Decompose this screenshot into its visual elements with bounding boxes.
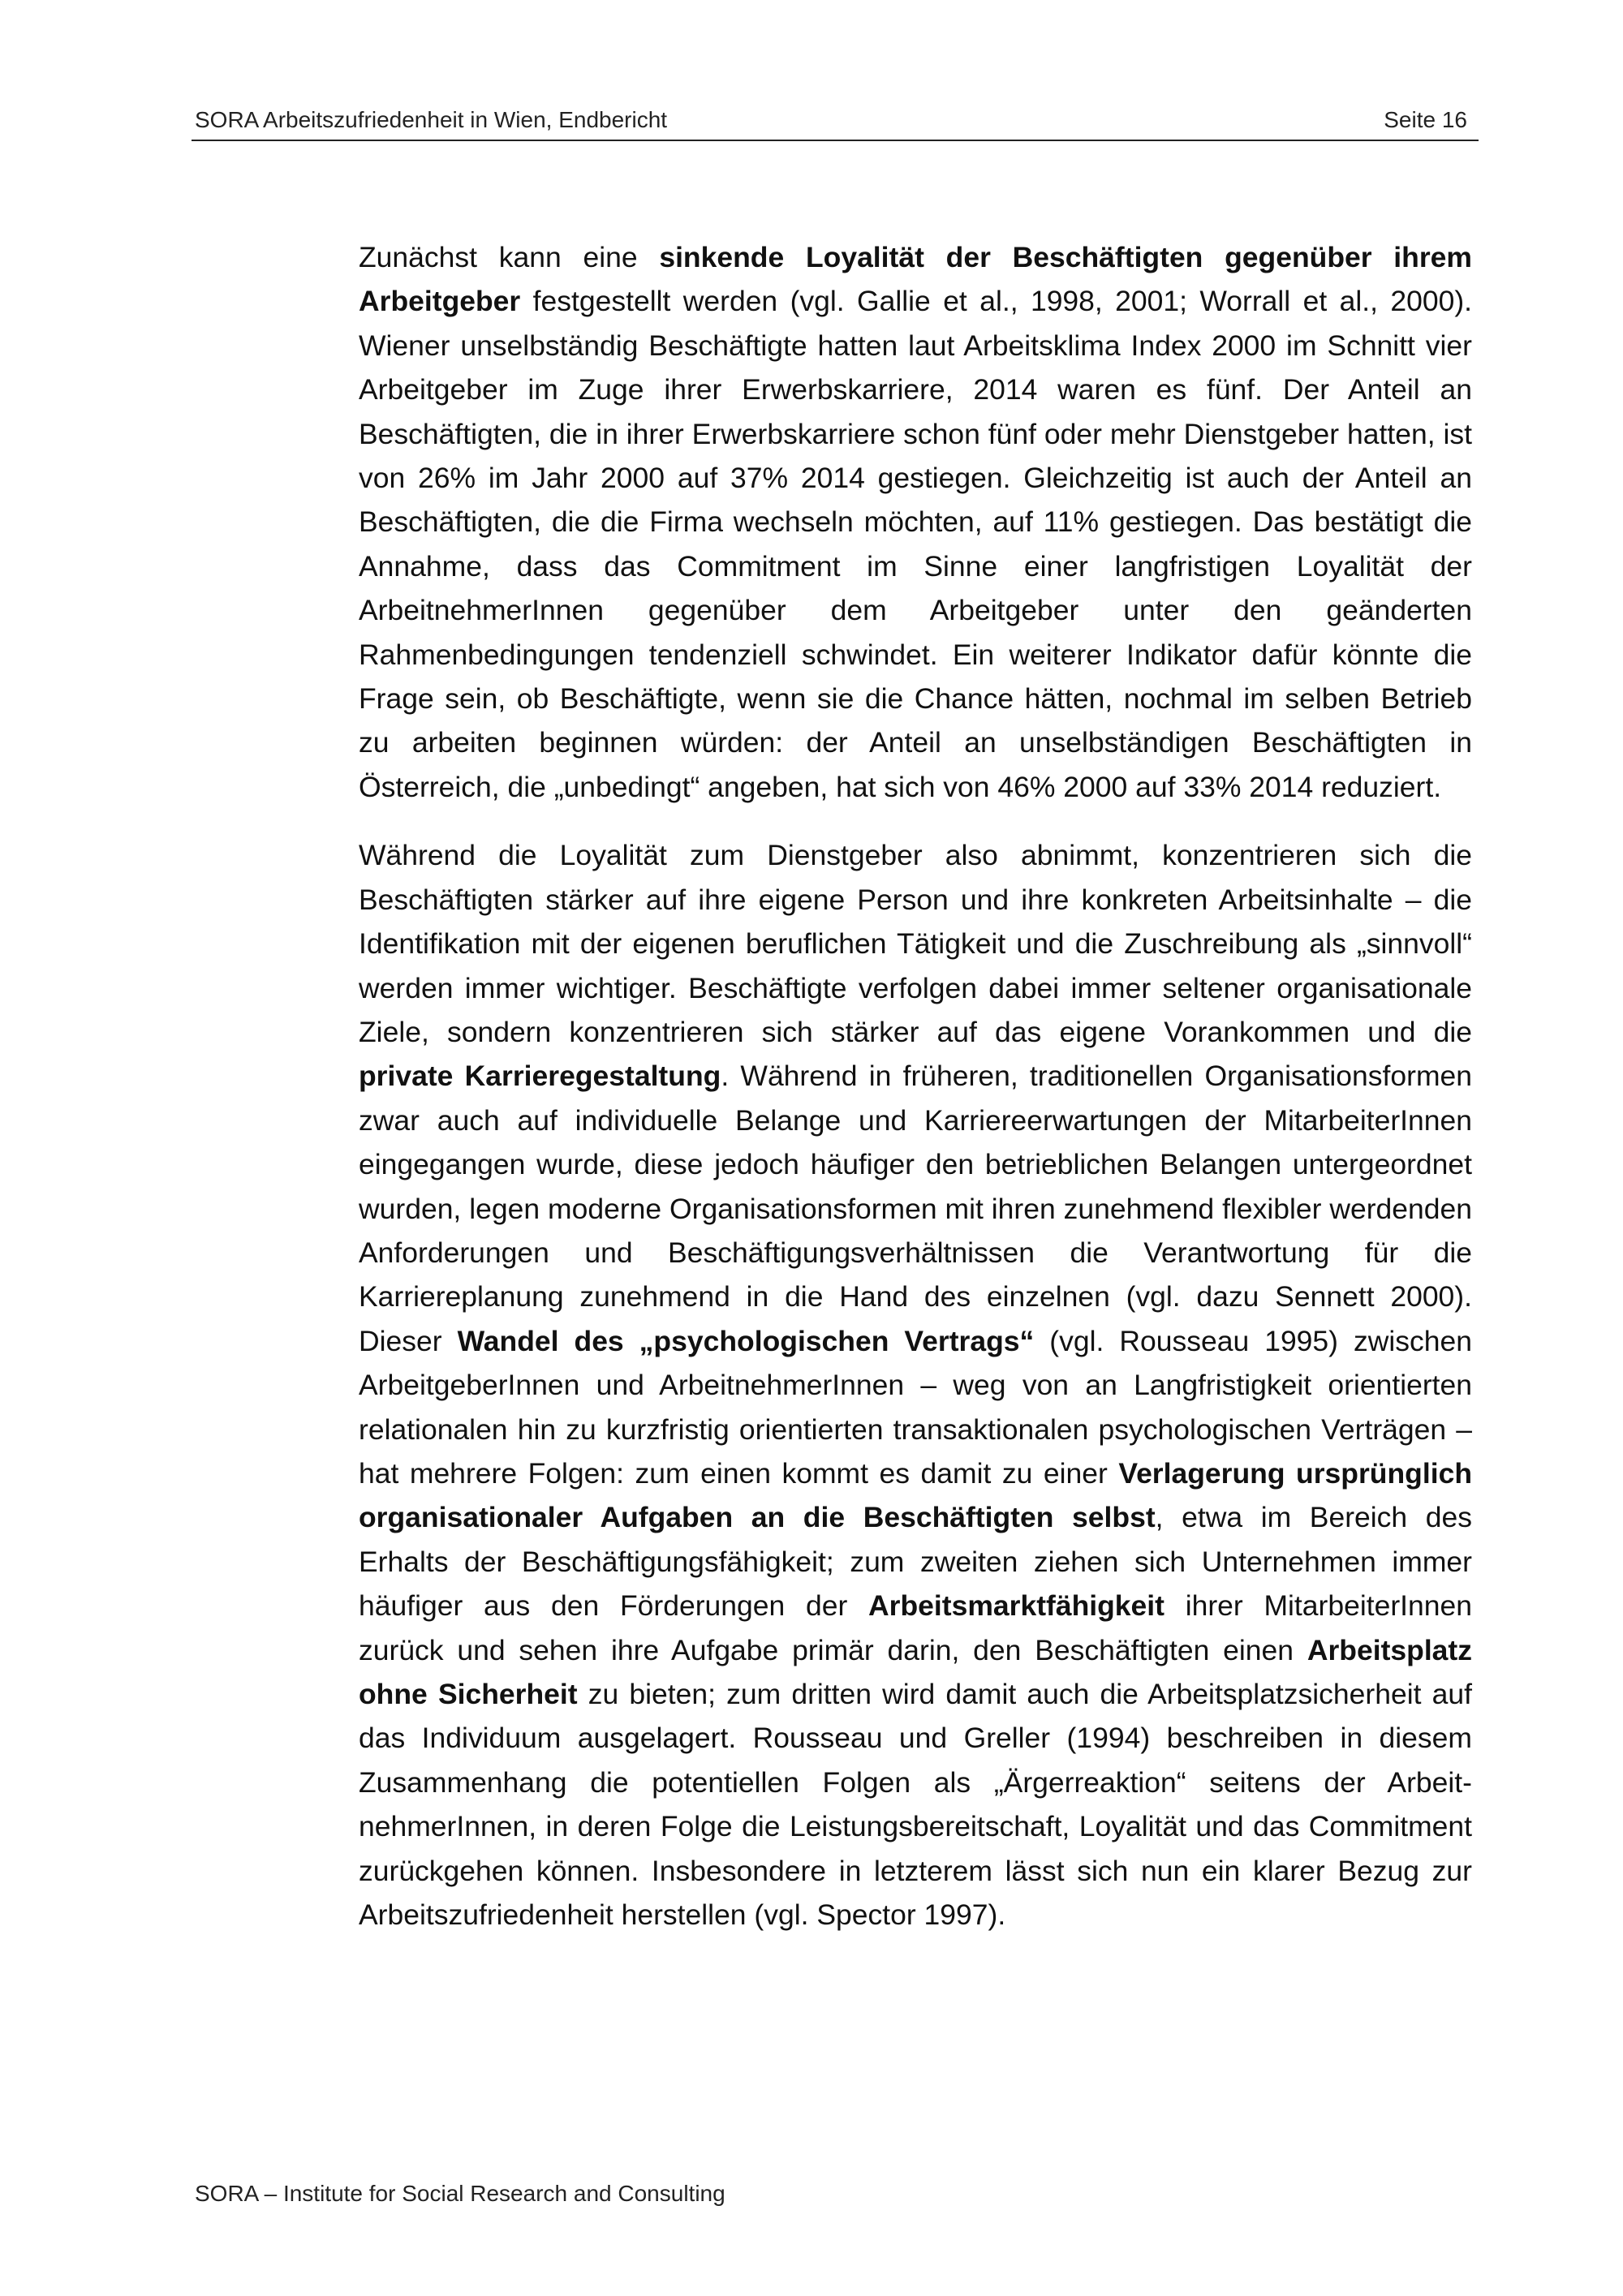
bold-text-run: Arbeitsplatz ohne Sicherheit (359, 1633, 1472, 1710)
text-run: ihrer MitarbeiterInnen zurück und sehen ihre Aufgabe primär darin, den Beschäftigten einen (359, 1589, 1472, 1666)
text-run: zu bieten; zum dritten wird damit auch die Arbeitsplatzsicherheit auf das Individuum ausgelagert. Rousseau und Greller (1994) beschreiben in diesem Zusammenhang die potentiellen Folgen als „Ärgerreaktion“ seitens der ArbeitnehmerInnen, in deren Folge die Leistungsbereitschaft, Loyalität und das Commitment zurückgehen können. Insbesondere in letzterem lässt sich nun ein klarer Bezug zur Arbeitszufriedenheit herstellen (vgl. Spector 1997). (359, 1678, 1472, 1932)
bold-text-run: Wandel des „psychologischen Vertrags“ (457, 1324, 1035, 1357)
text-run: Während die Loyalität zum Dienstgeber also abnimmt, konzentrieren sich die Beschäftigten stärker auf ihre eigene Person und ihre konkreten Arbeitsinhalte – die Identifikation mit der eigenen beruflichen Tätigkeit und die Zuschreibung als „sinnvoll“ werden immer wichtiger. Beschäftigte verfolgen dabei immer seltener organisationale Ziele, sondern konzentrieren sich stärker auf das eigene Vorankommen und die (359, 839, 1472, 1048)
bold-text-run: private Karrieregestaltung (359, 1060, 721, 1093)
running-footer: SORA – Institute for Social Research and Consulting (195, 2181, 725, 2206)
running-header (192, 101, 1479, 141)
text-run: (vgl. Rousseau 1995) zwischen ArbeitgeberInnen und ArbeitnehmerInnen – weg von an Langfristigkeit orientierten relationalen hin zu kurzfristig orientierten transaktionalen psychologischen Verträgen – hat mehrere Folgen: zum einen kommt es damit zu einer (359, 1324, 1472, 1490)
page-number: Seite 16 (1384, 107, 1467, 132)
text-run: , etwa im Bereich des Erhalts der Beschäftigungsfähigkeit; zum zweiten ziehen sich Unternehmen immer häufiger aus den Förderungen der (359, 1501, 1473, 1623)
text-run: festgestellt werden (vgl. Gallie et al., 1998, 2001; Worrall et al., 2000). Wiener unselbständig Beschäftigte hatten laut Arbeitsklima Index 2000 im Schnitt vier Arbeitgeber im Zuge ihrer Erwerbskarriere, 2014 waren es fünf. Der Anteil an Beschäftigten, die in ihrer Erwerbskarriere schon fünf oder mehr Dienstgeber hatten, ist von 26% im Jahr 2000 auf 37% 2014 gestiegen. Gleichzeitig ist auch der Anteil an Beschäftigten, die die Firma wechseln möchten, auf 11% gestiegen. Das bestätigt die Annahme, dass das Commitment im Sinne einer langfristigen Loyalität der ArbeitnehmerInnen gegenüber dem Arbeitgeber unter den geänderten Rahmenbedingungen tendenziell schwindet. Ein weiterer Indikator dafür könnte die Frage sein, ob Beschäftigte, wenn sie die Chance hätten, nochmal im selben Betrieb zu arbeiten beginnen würden: der Anteil an unselbständigen Beschäftigten in Österreich, die „unbedingt“ angeben, hat sich von 46% 2000 auf 33% 2014 reduziert. (359, 285, 1472, 803)
document-title: SORA Arbeitszufriedenheit in Wien, Endbericht (195, 107, 668, 132)
bold-text-run: sinkende Loyalität der Beschäftigten gegenüber ihrem Arbeitgeber (359, 241, 1472, 318)
bold-text-run: Arbeitsmarktfähigkeit (868, 1589, 1165, 1623)
paragraph-2 (359, 833, 1472, 1937)
text-run: Zunächst kann eine (359, 241, 660, 273)
bold-text-run: Verlagerung ursprünglich organisationaler Aufgaben an die Beschäftigten selbst (359, 1456, 1473, 1534)
paragraph-1 (359, 235, 1472, 809)
body-text (359, 235, 1472, 1961)
text-run: . Während in früheren, traditionellen Organisationsformen zwar auch auf individuelle Belange und Karriereerwartungen der MitarbeiterInnen eingegangen wurde, diese jedoch häufiger den betrieblichen Belangen untergeordnet wurden, legen moderne Organisationsformen mit ihren zunehmend flexibler werdenden Anforderungen und Beschäftigungsverhältnissen die Verantwortung für die Karriereplanung zunehmend in die Hand des einzelnen (vgl. dazu Sennett 2000). Dieser (359, 1060, 1473, 1357)
